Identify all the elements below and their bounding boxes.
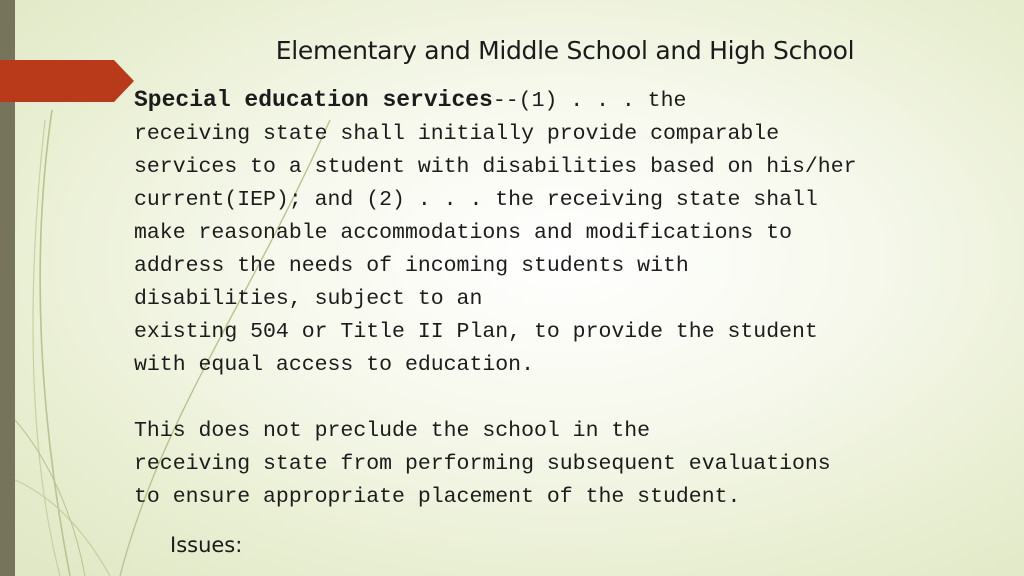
slide-title: Elementary and Middle School and High School — [275, 36, 855, 65]
lead-suffix: --(1) . . . the — [492, 89, 687, 113]
issues-label: Issues: — [170, 533, 243, 557]
paragraph-1: receiving state shall initially provide comparable services to a student with disabilities based on his/her current(IEP); and (2) . . . the receiving state shall make reasonable accommodations and modifications to address the needs of incoming students with disabilities, subject to an existing 504 or Title II Plan, to provide the student with equal access to education. — [134, 122, 857, 377]
lead-term: Special education services — [134, 87, 493, 113]
slide-body — [134, 84, 1014, 514]
paragraph-2: This does not preclude the school in the receiving state from performing subsequent evaluations to ensure appropriate placement of the student. — [134, 419, 831, 509]
red-arrow-accent — [0, 60, 134, 102]
